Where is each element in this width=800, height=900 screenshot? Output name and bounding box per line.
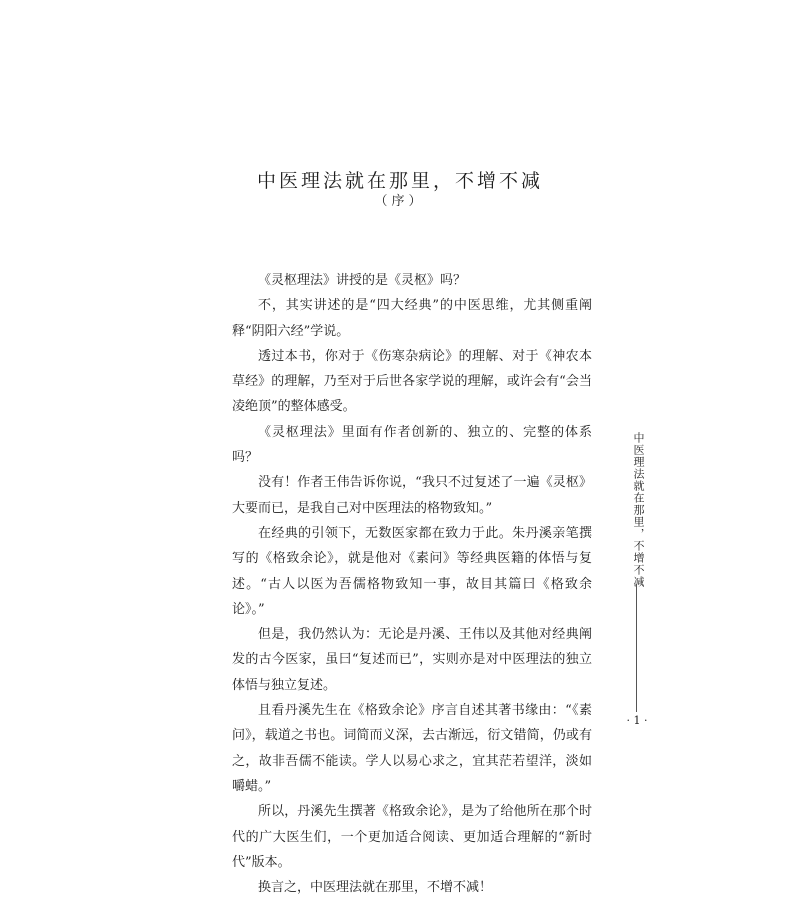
side-divider bbox=[636, 584, 637, 712]
paragraph: 《灵枢理法》讲授的是《灵枢》吗？ bbox=[258, 273, 467, 288]
chapter-subtitle: （序） bbox=[374, 194, 426, 209]
paragraph: 所以，丹溪先生撰著《格致余论》，是为了给他所在那个时代的广大医生们，一个更加适合阅读、更加适合理解的“新时代”版本。 bbox=[232, 804, 592, 870]
running-title: 中医理法就在那里，不增不减 bbox=[632, 432, 645, 588]
body-text bbox=[232, 268, 592, 900]
paragraph: 《灵枢理法》里面有作者创新的、独立的、完整的体系吗？ bbox=[232, 424, 592, 466]
chapter-title: 中医理法就在那里，不增不减 bbox=[256, 170, 543, 192]
paragraph: 换言之，中医理法就在那里，不增不减！ bbox=[258, 880, 493, 896]
paragraph: 且看丹溪先生在《格致余论》序言自述其著书缘由：“《素问》，载道之书也。词简而义深，去古渐远，衍文错简，仍或有之，故非吾儒不能读。学人以易心求之，宜其茫若望洋，淡如嚼蜡。” bbox=[232, 703, 592, 794]
paragraph: 没有！作者王伟告诉你说，“我只不过复述了一遍《灵枢》大要而已，是我自己对中医理法的格物致知。” bbox=[232, 475, 592, 516]
paragraph: 透过本书，你对于《伤寒杂病论》的理解、对于《神农本草经》的理解，乃至对于后世各家学说的理解，或许会有“会当凌绝顶”的整体感受。 bbox=[232, 348, 592, 415]
page-number: · 1 · bbox=[626, 714, 648, 727]
paragraph: 但是，我仍然认为：无论是丹溪、王伟以及其他对经典阐发的古今医家，虽曰“复述而已”，实则亦是对中医理法的独立体悟与独立复述。 bbox=[232, 627, 592, 693]
paragraph: 不，其实讲述的是“四大经典”的中医思维，尤其侧重阐释“阴阳六经”学说。 bbox=[232, 298, 592, 339]
paragraph: 在经典的引领下，无数医家都在致力于此。朱丹溪亲笔撰写的《格致余论》，就是他对《素问》等经典医籍的体悟与复述。“古人以医为吾儒格物致知一事，故目其篇曰《格致余论》。” bbox=[232, 525, 592, 617]
